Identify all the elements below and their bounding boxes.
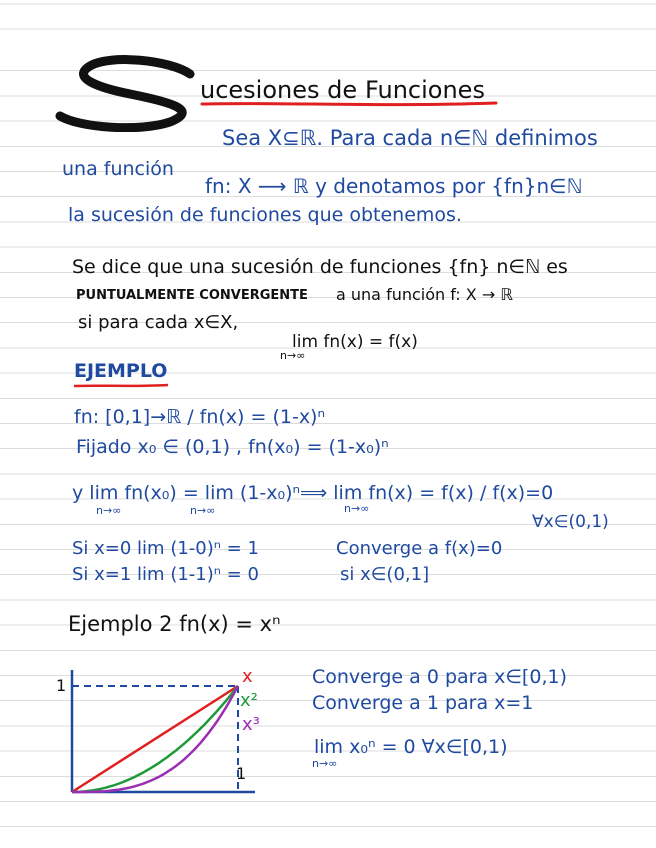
example1-case-1: Si x=0 lim (1-0)ⁿ = 1: [72, 538, 259, 559]
example1-sub-1: n→∞: [96, 504, 122, 517]
intro-line-3: la sucesión de funciones que obtenemos.: [68, 204, 462, 226]
intro-line-1: Sea X⊆ℝ. Para cada n∈ℕ definimos: [222, 126, 598, 150]
example2-note-2: Converge a 1 para x=1: [312, 692, 534, 714]
example1-case-2: Si x=1 lim (1-1)ⁿ = 0: [72, 564, 259, 585]
definition-line-1: Se dice que una sucesión de funciones {fn} n∈ℕ es: [72, 256, 568, 278]
example1-sub-2: n→∞: [190, 504, 216, 517]
example2-note-3-sub: n→∞: [312, 757, 338, 770]
example-heading: EJEMPLO: [74, 360, 168, 382]
curve-label-x2: x²: [240, 690, 258, 711]
curve-label-x: x: [242, 666, 253, 687]
example1-sub-3: n→∞: [344, 502, 370, 515]
title-text-second: Funciones: [365, 76, 485, 104]
example1-line-1: fn: [0,1]→ℝ / fn(x) = (1-x)ⁿ: [74, 406, 326, 428]
intro-line-2b: fn: X ⟶ ℝ y denotamos por {fn}n∈ℕ: [205, 174, 583, 198]
title-underline: [200, 98, 500, 110]
example-heading-underline: [72, 382, 172, 390]
example2-note-1: Converge a 0 para x∈[0,1): [312, 666, 567, 688]
intro-line-2a: una función: [62, 158, 174, 180]
definition-line-2b: a una función f: X → ℝ: [336, 285, 513, 304]
title-text: ucesiones de: [200, 76, 358, 104]
title-initial-S: [50, 52, 210, 132]
example1-conv-1: Converge a f(x)=0: [336, 538, 503, 559]
example1-conv-2: si x∈(0,1]: [340, 564, 430, 585]
definition-term: PUNTUALMENTE CONVERGENTE: [76, 288, 308, 303]
example1-line-3b: ⟹ lim fn(x) = f(x) / f(x)=0: [300, 482, 554, 504]
example2-note-3: lim x₀ⁿ = 0 ∀x∈[0,1): [314, 736, 508, 758]
example2-graph: [50, 660, 300, 810]
definition-formula: lim fn(x) = f(x): [292, 332, 418, 352]
example1-line-4: ∀x∈(0,1): [532, 512, 609, 532]
curve-x: [72, 686, 238, 792]
example1-line-2: Fijado x₀ ∈ (0,1) , fn(x₀) = (1-x₀)ⁿ: [76, 436, 389, 458]
graph-x-label: 1: [236, 764, 247, 783]
example1-line-3a: y lim fn(x₀) = lim (1-x₀)ⁿ: [72, 482, 301, 504]
definition-formula-sub: n→∞: [280, 349, 306, 362]
definition-line-3: si para cada x∈X,: [78, 312, 239, 333]
example2-heading: Ejemplo 2 fn(x) = xⁿ: [68, 612, 281, 636]
curve-label-x3: x³: [242, 714, 260, 735]
graph-y-label: 1: [56, 676, 67, 695]
